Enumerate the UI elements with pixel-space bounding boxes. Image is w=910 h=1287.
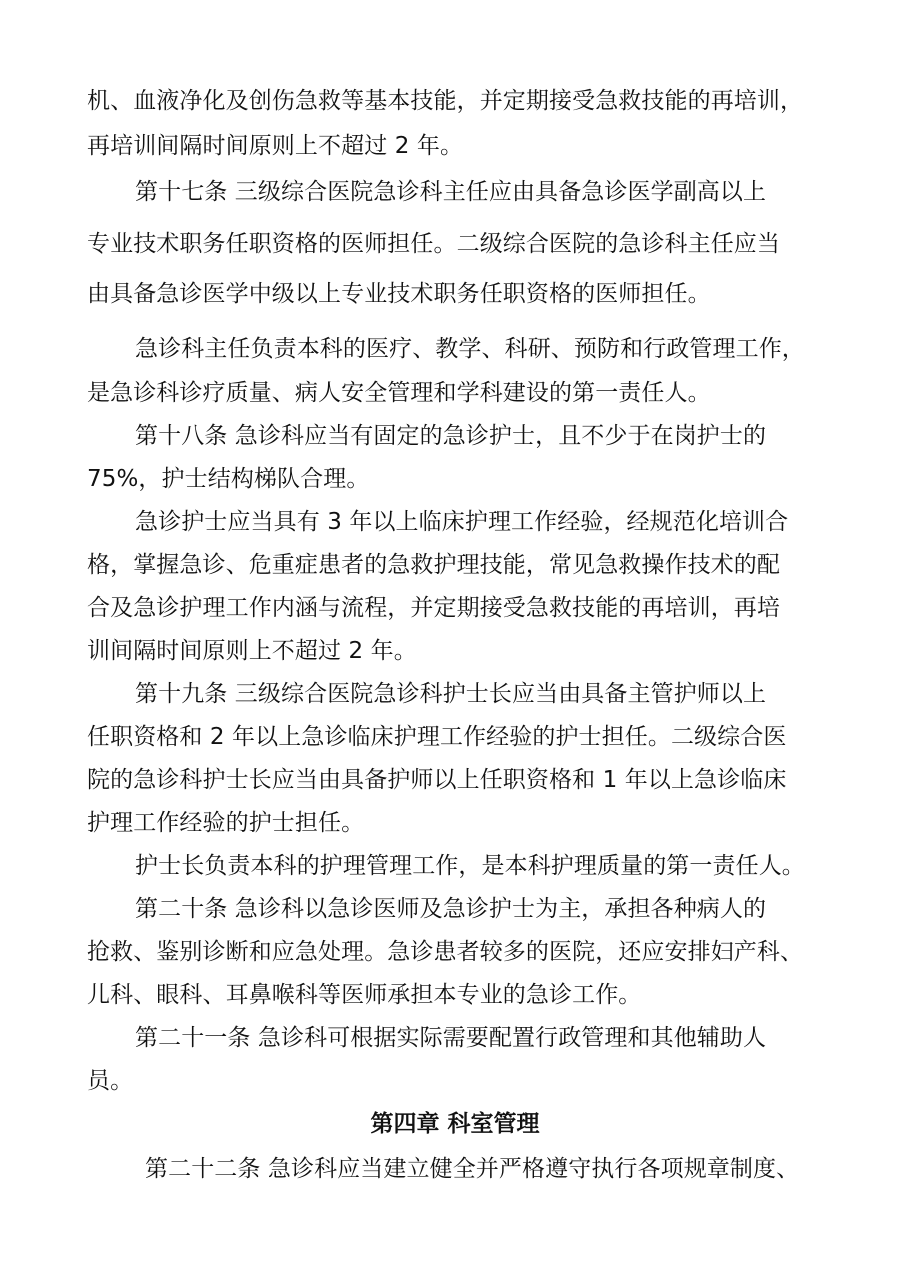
paragraph-line: 再培训间隔时间原则上不超过 2 年。 [87,133,464,159]
paragraph-line: 护士长负责本科的护理管理工作，是本科护理质量的第一责任人。 [135,853,805,879]
paragraph-line: 院的急诊科护士长应当由具备护师以上任职资格和 1 年以上急诊临床 [87,767,787,793]
paragraph-line: 第十七条 三级综合医院急诊科主任应由具备急诊医学副高以上 [135,179,767,205]
paragraph-line: 专业技术职务任职资格的医师担任。二级综合医院的急诊科主任应当 [87,231,780,257]
paragraph-line: 由具备急诊医学中级以上专业技术职务任职资格的医师担任。 [87,281,711,307]
paragraph-line: 儿科、眼科、耳鼻喉科等医师承担本专业的急诊工作。 [87,982,642,1008]
paragraph-line: 第二十条 急诊科以急诊医师及急诊护士为主，承担各种病人的 [135,896,767,922]
paragraph-line: 急诊科主任负责本科的医疗、教学、科研、预防和行政管理工作， [135,336,805,362]
paragraph-line: 合及急诊护理工作内涵与流程，并定期接受急救技能的再培训，再培 [87,595,780,621]
paragraph-line: 员。 [87,1068,134,1094]
paragraph-line: 格，掌握急诊、危重症患者的急救护理技能，常见急救操作技术的配 [87,552,780,578]
paragraph-line: 是急诊科诊疗质量、病人安全管理和学科建设的第一责任人。 [87,380,711,406]
chapter-heading: 第四章 科室管理 [370,1111,540,1137]
paragraph-line: 护理工作经验的护士担任。 [87,810,365,836]
paragraph-line: 第二十一条 急诊科可根据实际需要配置行政管理和其他辅助人 [135,1025,767,1051]
paragraph-line: 第二十二条 急诊科应当建立健全并严格遵守执行各项规章制度、 [145,1156,800,1182]
paragraph-line: 训间隔时间原则上不超过 2 年。 [87,638,417,664]
paragraph-line: 75%，护士结构梯队合理。 [87,466,370,492]
paragraph-line: 抢救、鉴别诊断和应急处理。急诊患者较多的医院，还应安排妇产科、 [87,939,804,965]
paragraph-line: 机、血液净化及创伤急救等基本技能，并定期接受急救技能的再培训， [87,88,804,114]
paragraph-line: 急诊护士应当具有 3 年以上临床护理工作经验，经规范化培训合 [135,509,789,535]
paragraph-line: 任职资格和 2 年以上急诊临床护理工作经验的护士担任。二级综合医 [87,724,787,750]
paragraph-line: 第十八条 急诊科应当有固定的急诊护士，且不少于在岗护士的 [135,423,767,449]
paragraph-line: 第十九条 三级综合医院急诊科护士长应当由具备主管护师以上 [135,681,767,707]
